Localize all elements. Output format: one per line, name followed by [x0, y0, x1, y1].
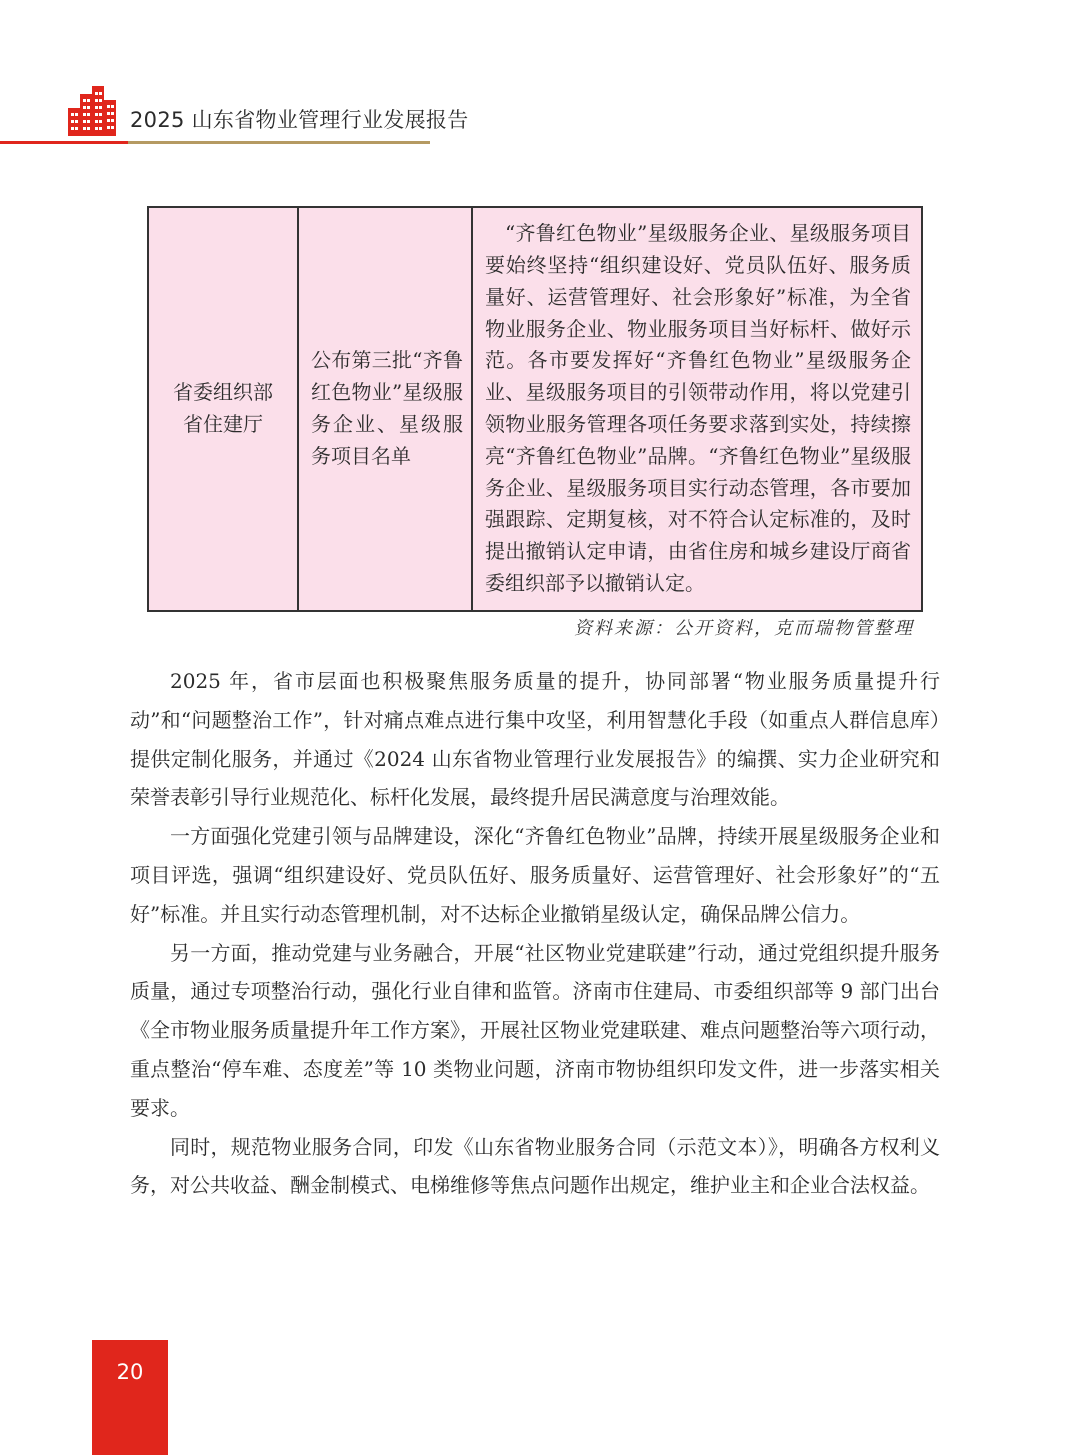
department-line: 省住建厅 [183, 412, 263, 436]
policy-content-cell [472, 207, 922, 611]
table-row [148, 207, 922, 611]
paragraph: 一方面强化党建引领与品牌建设，深化“齐鲁红色物业”品牌，持续开展星级服务企业和项目评选，强调“组织建设好、党员队伍好、服务质量好、运营管理好、社会形象好”的“五好”标准。并且实行动态管理机制，对不达标企业撤销星级认定，确保品牌公信力。 [130, 824, 940, 926]
department-line: 省委组织部 [173, 380, 273, 405]
report-title: 2025 山东省物业管理行业发展报告 [130, 108, 469, 132]
paragraph: 另一方面，推动党建与业务融合，开展“社区物业党建联建”行动，通过党组织提升服务质量，通过专项整治行动，强化行业自律和监管。济南市住建局、市委组织部等 9 部门出台《全市物业服务质量提升年工作方案》，开展社区物业党建联建、难点问题整治等六项行动，重点整治“停车难、态度差”等 10 类物业问题，济南市物协组织印发文件，进一步落实相关要求。 [130, 940, 940, 1120]
header-divider-gold [128, 141, 430, 144]
page-number: 20 [116, 1360, 144, 1384]
department-cell [148, 207, 298, 611]
page-number-box [92, 1340, 168, 1455]
source-note: 资料来源：公开资料，克而瑞物管整理 [574, 618, 914, 639]
header-divider-red [0, 141, 128, 144]
policy-content-text: “齐鲁红色物业”星级服务企业、星级服务项目要始终坚持“组织建设好、党员队伍好、服务质量好、运营管理好、社会形象好”标准，为全省物业服务企业、物业服务项目当好标杆、做好示范。各市要发挥好“齐鲁红色物业”星级服务企业、星级服务项目的引领带动作用，将以党建引领物业服务管理各项任务要求落到实处，持续擦亮“齐鲁红色物业”品牌。“齐鲁红色物业”星级服务企业、星级服务项目实行动态管理，各市要加强跟踪、定期复核，对不符合认定标准的，及时提出撤销认定申请，由省住房和城乡建设厅商省委组织部予以撤销认定。 [485, 221, 911, 595]
paragraph: 同时，规范物业服务合同，印发《山东省物业服务合同（示范文本）》，明确各方权利义务，对公共收益、酬金制模式、电梯维修等焦点问题作出规定，维护业主和企业合法权益。 [130, 1134, 940, 1198]
policy-title-cell: 公布第三批“齐鲁红色物业”星级服务企业、星级服务项目名单 [298, 207, 472, 611]
buildings-icon [66, 84, 118, 136]
policy-table [147, 206, 923, 612]
body-text [130, 662, 940, 1205]
paragraph: 2025 年，省市层面也积极聚焦服务质量的提升，协同部署“物业服务质量提升行动”和“问题整治工作”，针对痛点难点进行集中攻坚，利用智慧化手段（如重点人群信息库）提供定制化服务，并通过《2024 山东省物业管理行业发展报告》的编撰、实力企业研究和荣誉表彰引导行业规范化、标杆化发展，最终提升居民满意度与治理效能。 [130, 669, 940, 810]
